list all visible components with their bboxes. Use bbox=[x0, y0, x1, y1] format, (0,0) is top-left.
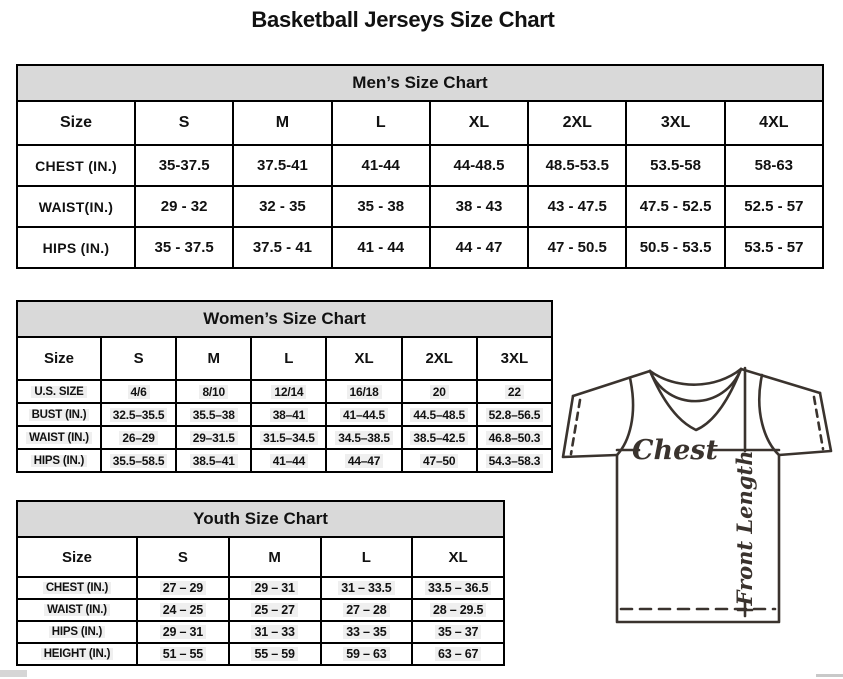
mens-row-label: WAIST(IN.) bbox=[17, 186, 135, 227]
youth-table-row bbox=[17, 621, 504, 643]
mens-column-header: L bbox=[332, 101, 430, 145]
youth-table-row bbox=[17, 643, 504, 665]
womens-column-header: Size bbox=[17, 337, 101, 380]
womens-cell: 12/14 bbox=[251, 380, 326, 403]
youth-size-table bbox=[16, 536, 505, 666]
womens-column-header: L bbox=[251, 337, 326, 380]
chest-label: Chest bbox=[632, 435, 718, 466]
youth-table-row bbox=[17, 577, 504, 599]
youth-cell: 25 – 27 bbox=[229, 599, 321, 621]
scrollbar-fragment-left bbox=[0, 670, 27, 677]
mens-cell: 44 - 47 bbox=[430, 227, 528, 268]
youth-row-label: CHEST (IN.) bbox=[17, 577, 137, 599]
youth-cell: 28 – 29.5 bbox=[412, 599, 504, 621]
youth-row-label: WAIST (IN.) bbox=[17, 599, 137, 621]
youth-table-row bbox=[17, 599, 504, 621]
womens-cell: 31.5–34.5 bbox=[251, 426, 326, 449]
mens-cell: 32 - 35 bbox=[233, 186, 331, 227]
womens-cell: 35.5–58.5 bbox=[101, 449, 176, 472]
page-title: Basketball Jerseys Size Chart bbox=[251, 7, 555, 32]
youth-size-chart bbox=[16, 500, 505, 666]
womens-cell: 54.3–58.3 bbox=[477, 449, 552, 472]
mens-table-row bbox=[17, 145, 823, 186]
mens-size-chart-title: Men’s Size Chart bbox=[16, 64, 824, 100]
mens-size-chart bbox=[16, 64, 824, 269]
womens-row-label: BUST (IN.) bbox=[17, 403, 101, 426]
womens-row-label: WAIST (IN.) bbox=[17, 426, 101, 449]
youth-row-label: HIPS (IN.) bbox=[17, 621, 137, 643]
jersey-left-armhole bbox=[617, 378, 633, 455]
youth-cell: 31 – 33.5 bbox=[321, 577, 413, 599]
womens-cell: 38.5–42.5 bbox=[402, 426, 477, 449]
mens-cell: 48.5-53.5 bbox=[528, 145, 626, 186]
womens-table-row bbox=[17, 380, 552, 403]
womens-column-header: XL bbox=[326, 337, 401, 380]
jersey-left-sleeve bbox=[563, 396, 617, 457]
womens-cell: 44–47 bbox=[326, 449, 401, 472]
youth-column-header: L bbox=[321, 537, 413, 577]
womens-cell: 32.5–35.5 bbox=[101, 403, 176, 426]
womens-cell: 22 bbox=[477, 380, 552, 403]
womens-cell: 41–44 bbox=[251, 449, 326, 472]
youth-cell: 55 – 59 bbox=[229, 643, 321, 665]
youth-cell: 27 – 29 bbox=[137, 577, 229, 599]
mens-cell: 44-48.5 bbox=[430, 145, 528, 186]
womens-cell: 20 bbox=[402, 380, 477, 403]
womens-table-row bbox=[17, 449, 552, 472]
mens-cell: 47.5 - 52.5 bbox=[626, 186, 724, 227]
womens-cell: 46.8–50.3 bbox=[477, 426, 552, 449]
youth-cell: 59 – 63 bbox=[321, 643, 413, 665]
youth-column-header: Size bbox=[17, 537, 137, 577]
youth-cell: 31 – 33 bbox=[229, 621, 321, 643]
jersey-right-armhole bbox=[759, 375, 779, 455]
mens-column-header: S bbox=[135, 101, 233, 145]
mens-cell: 58-63 bbox=[725, 145, 823, 186]
mens-row-label: CHEST (IN.) bbox=[17, 145, 135, 186]
mens-cell: 35 - 37.5 bbox=[135, 227, 233, 268]
womens-column-header: M bbox=[176, 337, 251, 380]
youth-cell: 29 – 31 bbox=[137, 621, 229, 643]
youth-cell: 33.5 – 36.5 bbox=[412, 577, 504, 599]
mens-cell: 35 - 38 bbox=[332, 186, 430, 227]
womens-size-table bbox=[16, 336, 553, 473]
jersey-right-sleeve bbox=[779, 393, 831, 455]
youth-column-header: M bbox=[229, 537, 321, 577]
womens-cell: 47–50 bbox=[402, 449, 477, 472]
youth-cell: 29 – 31 bbox=[229, 577, 321, 599]
youth-cell: 24 – 25 bbox=[137, 599, 229, 621]
youth-column-header: S bbox=[137, 537, 229, 577]
jersey-collar bbox=[650, 369, 741, 385]
womens-cell: 52.8–56.5 bbox=[477, 403, 552, 426]
womens-column-header: S bbox=[101, 337, 176, 380]
womens-cell: 29–31.5 bbox=[176, 426, 251, 449]
jersey-right-shoulder bbox=[741, 369, 820, 393]
womens-cell: 35.5–38 bbox=[176, 403, 251, 426]
scrollbar-fragment-right bbox=[816, 674, 843, 677]
youth-cell: 63 – 67 bbox=[412, 643, 504, 665]
womens-cell: 4/6 bbox=[101, 380, 176, 403]
mens-column-header: M bbox=[233, 101, 331, 145]
womens-size-chart-title: Women’s Size Chart bbox=[16, 300, 553, 336]
mens-cell: 53.5 - 57 bbox=[725, 227, 823, 268]
womens-table-row bbox=[17, 426, 552, 449]
womens-cell: 44.5–48.5 bbox=[402, 403, 477, 426]
front-length-label: Front Length bbox=[732, 450, 757, 606]
mens-column-header: 2XL bbox=[528, 101, 626, 145]
youth-cell: 27 – 28 bbox=[321, 599, 413, 621]
mens-row-label: HIPS (IN.) bbox=[17, 227, 135, 268]
youth-column-header: XL bbox=[412, 537, 504, 577]
mens-cell: 35-37.5 bbox=[135, 145, 233, 186]
mens-cell: 37.5-41 bbox=[233, 145, 331, 186]
mens-size-table bbox=[16, 100, 824, 269]
womens-column-header: 3XL bbox=[477, 337, 552, 380]
mens-cell: 47 - 50.5 bbox=[528, 227, 626, 268]
womens-cell: 38–41 bbox=[251, 403, 326, 426]
mens-column-header: XL bbox=[430, 101, 528, 145]
mens-cell: 41 - 44 bbox=[332, 227, 430, 268]
womens-table-row bbox=[17, 403, 552, 426]
mens-column-header: 3XL bbox=[626, 101, 724, 145]
womens-cell: 16/18 bbox=[326, 380, 401, 403]
youth-cell: 33 – 35 bbox=[321, 621, 413, 643]
youth-cell: 51 – 55 bbox=[137, 643, 229, 665]
womens-cell: 34.5–38.5 bbox=[326, 426, 401, 449]
womens-row-label: HIPS (IN.) bbox=[17, 449, 101, 472]
mens-cell: 37.5 - 41 bbox=[233, 227, 331, 268]
womens-cell: 41–44.5 bbox=[326, 403, 401, 426]
womens-column-header: 2XL bbox=[402, 337, 477, 380]
womens-cell: 26–29 bbox=[101, 426, 176, 449]
mens-cell: 50.5 - 53.5 bbox=[626, 227, 724, 268]
youth-cell: 35 – 37 bbox=[412, 621, 504, 643]
mens-cell: 43 - 47.5 bbox=[528, 186, 626, 227]
mens-cell: 41-44 bbox=[332, 145, 430, 186]
mens-cell: 53.5-58 bbox=[626, 145, 724, 186]
mens-table-row bbox=[17, 227, 823, 268]
mens-cell: 52.5 - 57 bbox=[725, 186, 823, 227]
womens-row-label: U.S. SIZE bbox=[17, 380, 101, 403]
jersey-left-cuff-seam bbox=[571, 400, 580, 454]
womens-cell: 38.5–41 bbox=[176, 449, 251, 472]
mens-column-header: 4XL bbox=[725, 101, 823, 145]
womens-cell: 8/10 bbox=[176, 380, 251, 403]
youth-size-chart-title: Youth Size Chart bbox=[16, 500, 505, 536]
jersey-measurement-diagram bbox=[556, 360, 838, 628]
mens-column-header: Size bbox=[17, 101, 135, 145]
mens-table-row bbox=[17, 186, 823, 227]
jersey-left-shoulder bbox=[573, 371, 650, 396]
mens-cell: 29 - 32 bbox=[135, 186, 233, 227]
mens-cell: 38 - 43 bbox=[430, 186, 528, 227]
youth-row-label: HEIGHT (IN.) bbox=[17, 643, 137, 665]
womens-size-chart bbox=[16, 300, 553, 473]
